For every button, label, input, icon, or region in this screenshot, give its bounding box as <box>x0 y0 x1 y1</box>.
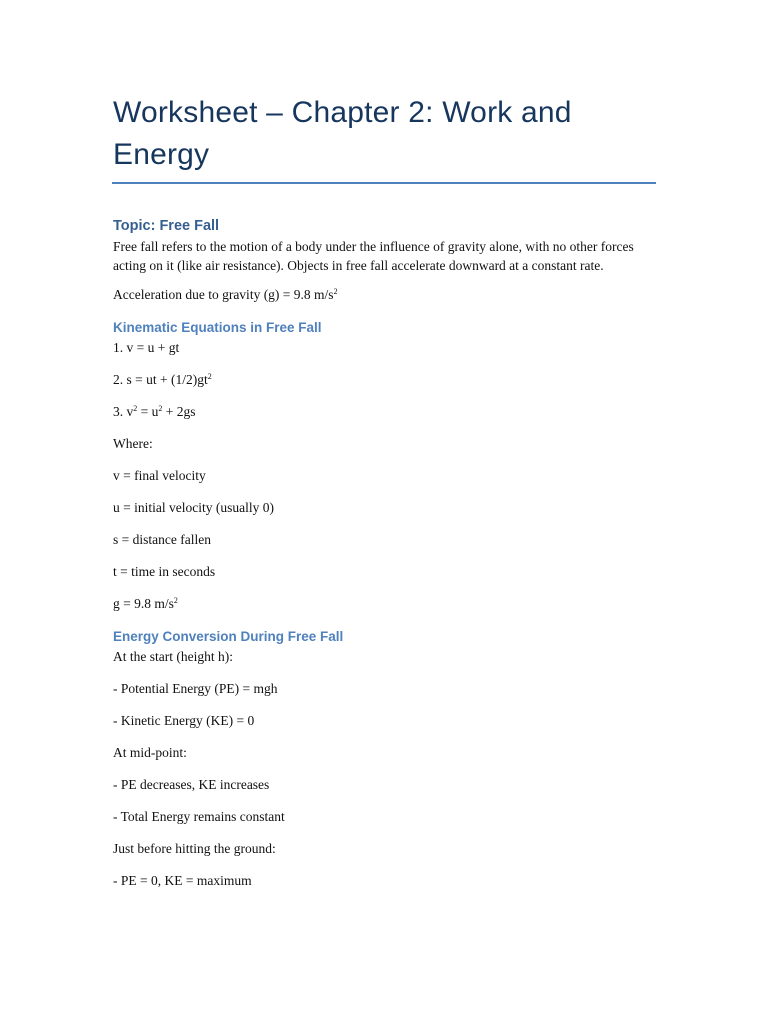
energy-line-midpoint: At mid-point: <box>113 745 187 760</box>
equation-2-text: 2. s = ut + (1/2)gt <box>113 372 208 387</box>
equation-3 <box>113 403 657 421</box>
equation-2 <box>113 371 657 389</box>
energy-line-ke-maximum: - PE = 0, KE = maximum <box>113 873 252 888</box>
equation-3-part-a: 3. v <box>113 404 134 419</box>
energy-line-total-constant: - Total Energy remains constant <box>113 809 285 824</box>
document-page <box>113 92 657 904</box>
equation-3-exponent-2: 2 <box>158 404 163 413</box>
equation-2-exponent: 2 <box>207 372 212 381</box>
definition-t: t = time in seconds <box>113 564 216 579</box>
definition-u: u = initial velocity (usually 0) <box>113 500 274 515</box>
energy-line-pe-decreases: - PE decreases, KE increases <box>113 777 270 792</box>
equation-1: 1. v = u + gt <box>113 340 180 355</box>
document-title: Worksheet – Chapter 2: Work and Energy <box>113 96 572 171</box>
equation-3-part-c: + 2gs <box>162 404 196 419</box>
energy-heading: Energy Conversion During Free Fall <box>113 629 344 644</box>
definition-g-text: g = 9.8 m/s <box>113 596 174 611</box>
title-underline <box>112 182 656 184</box>
definition-g <box>113 595 657 613</box>
gravity-text: Acceleration due to gravity (g) = 9.8 m/s <box>113 287 334 302</box>
topic-heading: Topic: Free Fall <box>113 218 220 234</box>
definition-s: s = distance fallen <box>113 532 211 547</box>
gravity-exponent: 2 <box>333 287 338 296</box>
intro-paragraph: Free fall refers to the motion of a body under the influence of gravity alone, with no other forces acting on it (like air resistance). Objects in free fall accelerate downward at a constant rate. <box>113 239 634 273</box>
where-label: Where: <box>113 436 153 451</box>
energy-line-before-ground: Just before hitting the ground: <box>113 841 276 856</box>
energy-line-pe-start: - Potential Energy (PE) = mgh <box>113 681 278 696</box>
kinematics-heading: Kinematic Equations in Free Fall <box>113 320 322 335</box>
energy-line-ke-start: - Kinetic Energy (KE) = 0 <box>113 713 255 728</box>
definition-g-exponent: 2 <box>173 596 178 605</box>
equation-3-part-b: = u <box>137 404 159 419</box>
definition-v: v = final velocity <box>113 468 206 483</box>
energy-line-start: At the start (height h): <box>113 649 233 664</box>
gravity-line <box>113 286 657 304</box>
equation-3-exponent-1: 2 <box>133 404 138 413</box>
